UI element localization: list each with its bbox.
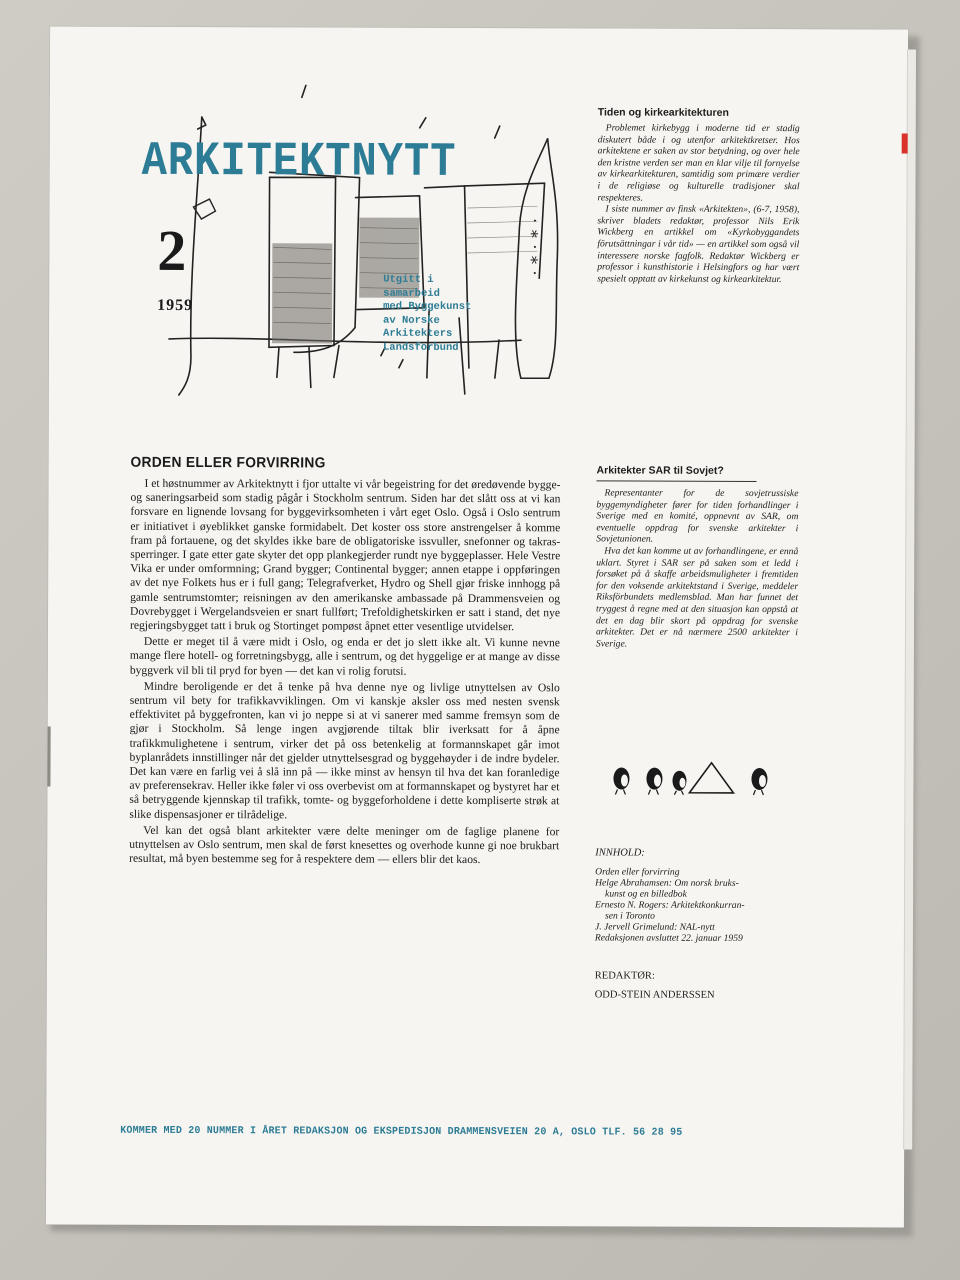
main-article-heading: ORDEN ELLER FORVIRRING <box>130 454 326 472</box>
editor-label: REDAKTØR: <box>594 970 655 982</box>
divider <box>597 480 757 482</box>
main-article-paragraph: I et høstnummer av Arkitektnytt i fjor uttalte vi vår begeistring for det øredøvende bygge- og saneringsarbeid som stadig pågår i Stockholm sentrum. Siden har det slått oss at vi kan forsvare en lignende lovsang for byggevirksomheten i vårt eget Oslo. Også i Oslo sentrum er initiativet i øyeblikket ganske formidabelt. Det koster oss store anstrengelser å komme fram på fortauene, og det skyldes ikke bare de obligatoriske issvuller, snefonner og takras-sperringer. I gate etter gate skyter det opp plankegjerder rundt nye byggeplasser. Hele Vestre Vika er under omformning; Grand bygger; Continental bygger; annen etappe i oppføringen av det nye Folkets hus er i full gang; Telegrafverket, Hydro og Shell gjør friske innhogg på gamle sentrumstomter; reisningen av den amerikanske ambassade på Drammensveien og Dovrebygget i Wergelandsveien er snart fullført; Trefoldighetskirken er satt i stand, det nye regjeringsbygget tatt i bruk og Stortinget pompøst åpnet etter vesentlige utvidelser. <box>129 476 561 634</box>
issue-number: 2 <box>157 217 187 283</box>
main-article-paragraph: Vel kan det også blant arkitekter være delte meninger om de faglige planene for utnyttelsen av Oslo sentrum, men skal de først knesettes og overhode kunne gi noe brukbart resultat, må byen bestemme seg for å respektere dem — ellers blir det kaos. <box>129 823 560 867</box>
masthead-title: ARKITEKTNYTT <box>141 134 457 190</box>
red-tab <box>902 133 908 153</box>
issue-year: 1959 <box>157 296 194 315</box>
main-article-paragraph: Dette er meget til å være midt i Oslo, og enda er det jo slett ikke alt. Vi kunne nevne mange flere hotell- og forretningsbygg, alle i sentrum, og det hyggelige er at mange av disse byggverk vil bli til pryd for byen — det kan vi rolig forutsi. <box>129 635 560 678</box>
footer-info: KOMMER MED 20 NUMMER I ÅRET REDAKSJON OG EKSPEDISJON DRAMMENSVEIEN 20 A, OSLO TLF. 56 28 95 <box>120 1124 683 1139</box>
side-article-paragraph: I siste nummer av finsk «Arkitekten», (6-7, 1958), skriver bladets redaktør, professor Nils Erik Wickberg en artikkel om «Kyrkobyggandets förutsättningar i vår tid» — en artikkel som også vil interessere norske fagfolk. Redaktør Wickberg er professor i kunsthistorie i Helsingfors og har vært spesielt opptatt av kirkekunst og kirkearkitektur. <box>597 203 800 285</box>
contents-item: J. Jervell Grimelund: NAL-nytt <box>594 921 715 933</box>
contents-item: Helge Abrahamsen: Om norsk bruks- <box>595 877 739 889</box>
editor-credit <box>595 970 715 1000</box>
editor-name: ODD-STEIN ANDERSSEN <box>594 989 715 1001</box>
side-article-paragraph: Problemet kirkebygg i moderne tid er stadig diskutert både i og utenfor arkitektkretser. Hos arkitektene er saken av stor betydning, og over hele den kristne verden ser man en klar vilje til fornyelse av kirkearkitekturen, samtidig som primære verdier i de religiøse og kulturelle tradisjoner skal respekteres. <box>597 122 800 204</box>
publisher-line: samarbeid <box>383 287 440 300</box>
publisher-note <box>383 274 523 355</box>
contents-item: kunst og en billedbok <box>605 888 687 900</box>
side-article-heading: Tiden og kirkearkitekturen <box>597 106 729 119</box>
masthead <box>119 77 580 409</box>
contents-heading: INNHOLD: <box>595 847 645 859</box>
publisher-line: Arkitekters <box>383 327 453 340</box>
side-article-paragraph: Hva det kan komme ut av forhandlingene, er ennå uklart. Styret i SAR ser på saken som et ledd i forsøket på å skaffe arbeidsmuligheter i fremtiden for den voksende arkitektstand i Sverige, meddeler Riksförbundets medlemsblad. Man har funnet det tryggest å regne med at den situasjon kan oppstå at det en dag blir skort på oppdrag for svenske arkitekter. Det er nå nærmere 2500 arkitekter i Sverige. <box>595 545 799 650</box>
svg-text:· ∗ · ∗ ·: · ∗ · ∗ · <box>525 218 545 276</box>
masthead-illustration <box>119 77 580 409</box>
magazine-page <box>46 27 908 1228</box>
publisher-line: med Byggekunst <box>383 300 472 313</box>
contents-item: Ernesto N. Rogers: Arkitektkonkurran- <box>595 899 745 911</box>
birds-triangle-logo <box>609 756 779 797</box>
side-article-church <box>597 106 800 285</box>
contents-item: Orden eller forvirring <box>595 866 680 878</box>
publisher-line: av Norske <box>383 314 440 327</box>
contents-item: Redaksjonen avsluttet 22. januar 1959 <box>594 932 743 944</box>
side-article-heading: Arkitekter SAR til Sovjet? <box>596 464 724 477</box>
publisher-line: Utgitt i <box>383 273 434 286</box>
side-article-paragraph: Representanter for de sovjetrussiske byggemyndigheter fører for tiden forhandlinger i Sverige med en komité, oppnevnt av SAR, om eventuelle oppdrag for svenske arkitekter i Sovjetunionen. <box>596 487 799 545</box>
side-article-sovjet <box>596 464 799 650</box>
publisher-line: Landsforbund <box>382 341 459 354</box>
main-article <box>129 455 560 870</box>
contents-item: sen i Toronto <box>604 910 655 922</box>
staple-mark <box>47 727 50 787</box>
main-article-paragraph: Mindre beroligende er det å tenke på hva denne nye og livlige utnyttelsen av Oslo sentrum vil bety for trafikkavviklingen. Om vi kanskje aksler oss med nesten svensk effektivitet på byggefronten, kan vi jo neppe si at vi sanerer med samme fremsyn som de gjør i Stockholm. Så lenge ingen avgjørende tiltak blir iverksatt for å åpne trafikkmulighetene i sentrum, virker det på oss betenkelig at formannskapet går imot byplanrådets innstillinger når det gjelder utnyttelsesgrad og byggehøyder i de indre bydeler. Det kan være en farlig vei å slå inn på — ikke minst av hensyn til hva det kan foranledige av preferensekrav. Heller ikke føler vi oss overbevist om at formannskapet og bystyret har et så betryggende kjennskap til trafikk, tomte- og byggeforholdene i dette kompliserte strøk at slike dispensasjoner er tilrådelige. <box>129 679 560 822</box>
table-of-contents <box>595 847 815 944</box>
